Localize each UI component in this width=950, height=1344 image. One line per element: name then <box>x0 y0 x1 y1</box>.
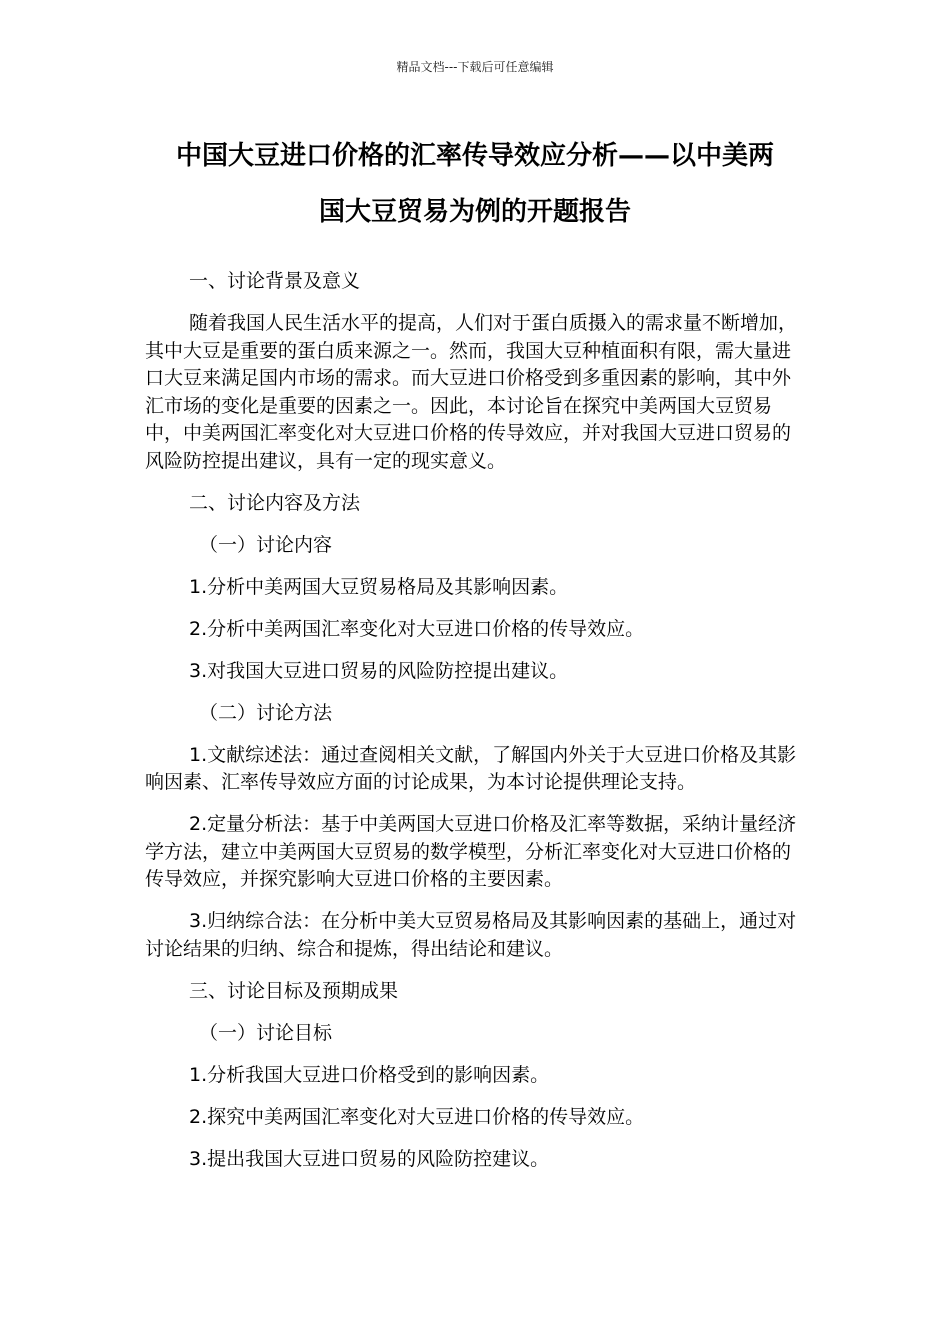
content-item-2: 2.分析中美两国汇率变化对大豆进口价格的传导效应。 <box>189 617 645 640</box>
title-line-2: 国大豆贸易为例的开题报告 <box>318 197 631 227</box>
document-title <box>130 128 820 240</box>
section-3-heading: 三、讨论目标及预期成果 <box>189 979 399 1002</box>
content-item-1: 1.分析中美两国大豆贸易格局及其影响因素。 <box>189 575 569 598</box>
method-item-2: 2.定量分析法：基于中美两国大豆进口价格及汇率等数据，采纳计量经济学方法，建立中美两国大豆贸易的数学模型，分析汇率变化对大豆进口价格的传导效应，并探究影响大豆进口价格的主要因素。 <box>145 813 797 890</box>
section-3-subheading-goal: （一）讨论目标 <box>199 1021 333 1044</box>
method-item-3: 3.归纳综合法：在分析中美大豆贸易格局及其影响因素的基础上，通过对讨论结果的归纳、综合和提炼，得出结论和建议。 <box>145 910 797 960</box>
section-2-subheading-content: （一）讨论内容 <box>199 533 333 556</box>
section-2-subheading-method: （二）讨论方法 <box>199 701 333 724</box>
goal-item-2: 2.探究中美两国汇率变化对大豆进口价格的传导效应。 <box>189 1105 645 1128</box>
content-item-3: 3.对我国大豆进口贸易的风险防控提出建议。 <box>189 659 569 682</box>
section-2-heading: 二、讨论内容及方法 <box>189 491 361 514</box>
method-item-1: 1.文献综述法：通过查阅相关文献，了解国内外关于大豆进口价格及其影响因素、汇率传导效应方面的讨论成果，为本讨论提供理论支持。 <box>145 743 797 793</box>
page-header: 精品文档---下载后可任意编辑 <box>396 60 554 74</box>
title-line-1: 中国大豆进口价格的汇率传导效应分析——以中美两 <box>175 141 774 171</box>
section-1-heading: 一、讨论背景及意义 <box>189 270 361 292</box>
goal-item-1: 1.分析我国大豆进口价格受到的影响因素。 <box>189 1063 550 1086</box>
section-1-paragraph: 随着我国人民生活水平的提高，人们对于蛋白质摄入的需求量不断增加，其中大豆是重要的蛋白质来源之一。然而，我国大豆种植面积有限，需大量进口大豆来满足国内市场的需求。而大豆进口价格受到多重因素的影响，其中外汇市场的变化是重要的因素之一。因此，本讨论旨在探究中美两国大豆贸易中，中美两国汇率变化对大豆进口价格的传导效应，并对我国大豆进口贸易的风险防控提出建议，具有一定的现实意义。 <box>145 312 798 472</box>
document-body <box>145 268 800 1173</box>
goal-item-3: 3.提出我国大豆进口贸易的风险防控建议。 <box>189 1147 550 1170</box>
